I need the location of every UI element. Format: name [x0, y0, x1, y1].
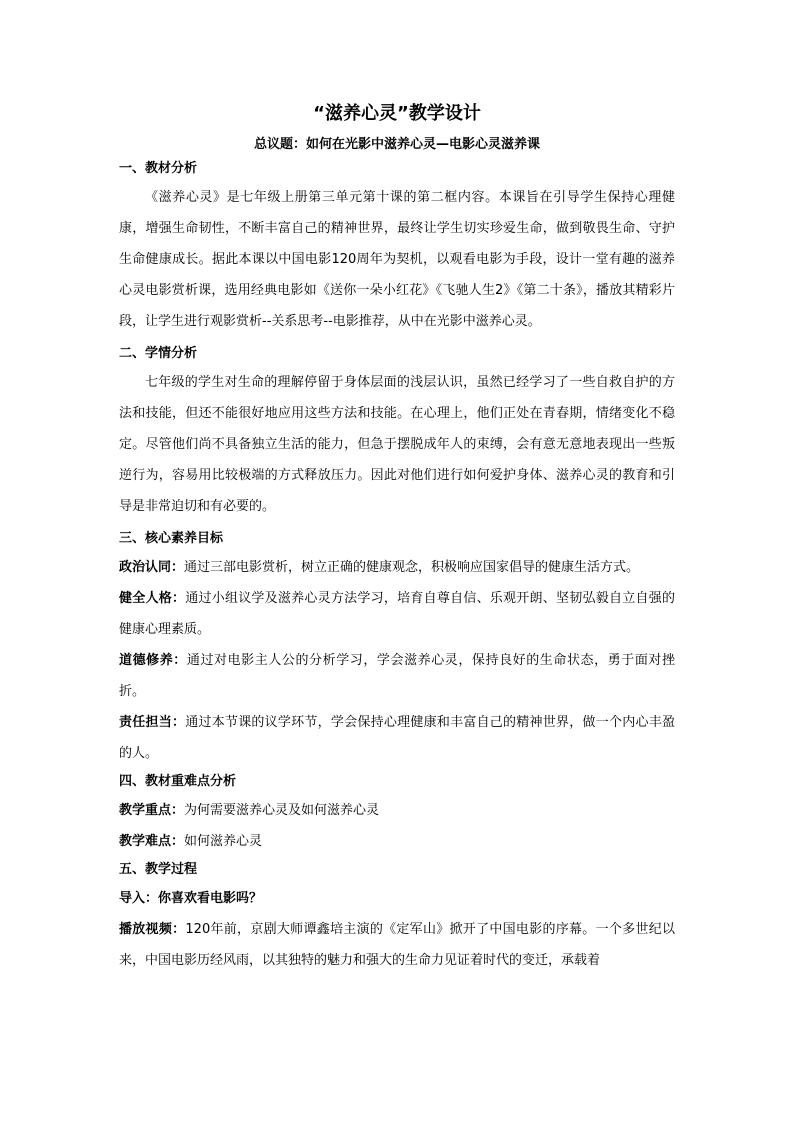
goal-label: 政治认同： [119, 560, 185, 575]
goal-label: 责任担当： [119, 715, 186, 730]
goal-label: 道德修养： [119, 653, 187, 668]
key-point-item [119, 826, 675, 857]
key-point-item [119, 795, 675, 826]
section-body-textbook-analysis: 《滋养心灵》是七年级上册第三单元第十课的第二框内容。本课旨在引导学生保持心理健康，增强生命韧性，不断丰富自己的精神世界，最终让学生切实珍爱生命，做到敬畏生命、守护生命健康成长。据此本课以中国电影120周年为契机，以观看电影为手段，设计一堂有趣的滋养心灵电影赏析课，选用经典电影如《送你一朵小红花》《飞驰人生2》《第二十条》，播放其精彩片段，让学生进行观影赏析--关系思考--电影推荐，从中在光影中滋养心灵。 [119, 190, 675, 329]
goal-text: 通过对电影主人公的分析学习，学会滋养心灵，保持良好的生命状态，勇于面对挫折。 [119, 653, 675, 699]
document-subtitle: 总议题：如何在光影中滋养心灵—电影心灵滋养课 [253, 137, 540, 152]
goal-text: 通过小组议学及滋养心灵方法学习，培育自尊自信、乐观开朗、坚韧弘毅自立自强的健康心理素质。 [119, 591, 675, 637]
section-heading-key-points: 四、教材重难点分析 [119, 774, 237, 789]
goal-label: 健全人格： [119, 591, 186, 606]
section-heading-teaching-process: 五、教学过程 [119, 862, 198, 877]
teaching-step-text: 120年前，京剧大师谭鑫培主演的《定军山》掀开了中国电影的序幕。一个多世纪以来，中国电影历经风雨，以其独特的魅力和强大的生命力见证着时代的变迁，承载着 [119, 922, 675, 968]
goal-text: 通过本节课的议学环节，学会保持心理健康和丰富自己的精神世界，做一个内心丰盈的人。 [119, 715, 675, 761]
goal-item [119, 583, 675, 645]
section-heading-student-analysis: 二、学情分析 [119, 346, 198, 361]
document-page [119, 100, 675, 976]
goal-item [119, 645, 675, 707]
key-point-text: 如何滋养心灵 [184, 834, 263, 849]
teaching-step-item [119, 914, 675, 976]
teaching-step-label: 播放视频： [119, 922, 186, 937]
section-heading-core-goals: 三、核心素养目标 [119, 531, 224, 546]
goal-item [119, 707, 675, 769]
section-body-student-analysis: 七年级的学生对生命的理解停留于身体层面的浅层认识，虽然已经学习了一些自救自护的方法和技能，但还不能很好地应用这些方法和技能。在心理上，他们正处在青春期，情绪变化不稳定。尽管他们尚不具备独立生活的能力，但急于摆脱成年人的束缚，会有意无意地表现出一些叛逆行为，容易用比较极端的方式释放压力。因此对他们进行如何爱护身体、滋养心灵的教育和引导是非常迫切和有必要的。 [119, 375, 675, 514]
goal-text: 通过三部电影赏析，树立正确的健康观念，积极响应国家倡导的健康生活方式。 [184, 560, 640, 575]
goal-item [119, 552, 675, 583]
key-point-text: 为何需要滋养心灵及如何滋养心灵 [184, 803, 380, 818]
document-title: “滋养心灵”教学设计 [313, 103, 481, 124]
section-heading-textbook-analysis: 一、教材分析 [119, 161, 198, 176]
key-point-label: 教学难点： [119, 834, 185, 849]
teaching-intro: 导入：你喜欢看电影吗？ [119, 891, 263, 906]
key-point-label: 教学重点： [119, 803, 185, 818]
